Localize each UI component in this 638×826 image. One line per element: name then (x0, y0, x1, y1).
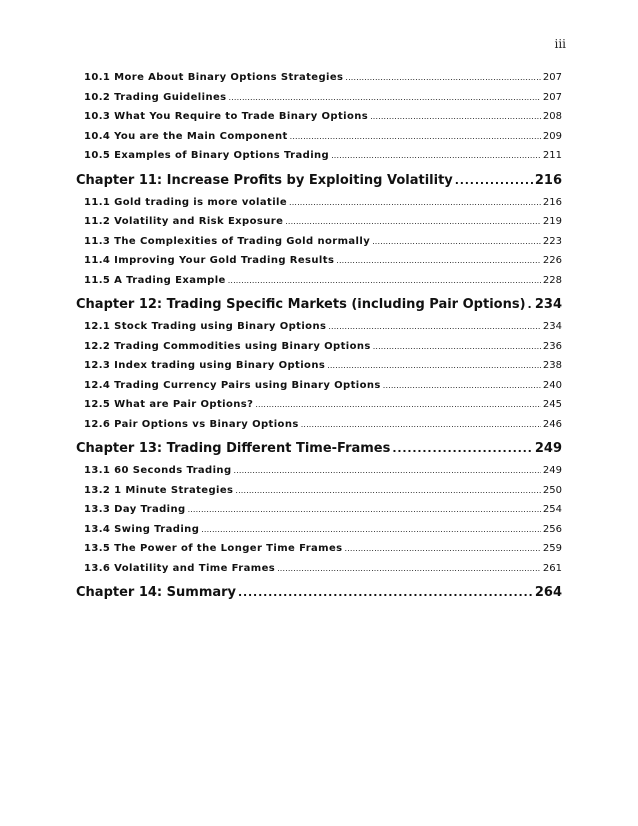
dot-leader (228, 276, 541, 285)
toc-entry[interactable] (76, 236, 562, 256)
toc-entry[interactable] (76, 563, 562, 583)
toc-entry-page: 245 (542, 399, 562, 410)
toc-entry-title: 13.3 Day Trading (84, 504, 186, 515)
toc-chapter-title: Chapter 11: Increase Profits by Exploiting Volatility (76, 172, 453, 188)
toc-chapter-page: 216 (534, 172, 562, 188)
toc-entry-page: 238 (542, 360, 562, 371)
dot-leader (229, 93, 541, 102)
toc-entry-title: 11.1 Gold trading is more volatile (84, 196, 288, 208)
toc-entry[interactable] (76, 504, 562, 524)
dot-leader (455, 174, 533, 187)
toc-entry-page: 228 (542, 274, 562, 286)
dot-leader (285, 217, 541, 226)
toc-entry-title: 10.4 You are the Main Component (84, 130, 288, 142)
dot-leader (328, 322, 541, 331)
dot-leader (255, 400, 541, 409)
toc-chapter-entry[interactable] (76, 585, 562, 609)
page-number: iii (554, 37, 566, 51)
toc-entry[interactable] (76, 150, 562, 170)
dot-leader (372, 237, 541, 246)
toc-entry-title: 11.4 Improving Your Gold Trading Results (84, 255, 335, 266)
toc-chapter-entry[interactable] (76, 173, 562, 197)
dot-leader (528, 298, 533, 311)
toc-entry[interactable] (76, 485, 562, 505)
toc-entry-title: 12.1 Stock Trading using Binary Options (84, 321, 327, 332)
dot-leader (289, 198, 541, 207)
dot-leader (290, 132, 541, 141)
toc-chapter-entry[interactable] (76, 297, 562, 321)
toc-chapter-title: Chapter 14: Summary (76, 585, 237, 600)
toc-entry-page: 259 (542, 543, 562, 554)
toc-entry[interactable] (76, 321, 562, 341)
toc-entry-title: 12.4 Trading Currency Pairs using Binary Options (84, 379, 381, 391)
toc-entry-title: 10.2 Trading Guidelines (84, 91, 227, 103)
toc-entry-title: 12.6 Pair Options vs Binary Options (84, 418, 299, 430)
toc-chapter-title: Chapter 13: Trading Different Time-Frames (76, 441, 391, 456)
dot-leader (188, 505, 541, 514)
dot-leader (392, 442, 532, 455)
toc-entry-title: 13.6 Volatility and Time Frames (84, 562, 276, 574)
toc-entry-page: 208 (542, 111, 562, 122)
toc-entry-title: 13.5 The Power of the Longer Time Frames (84, 543, 343, 554)
toc-entry-title: 13.2 1 Minute Strategies (84, 484, 234, 496)
toc-entry[interactable] (76, 360, 562, 380)
dot-leader (383, 381, 541, 390)
toc-entry-page: 249 (542, 465, 562, 476)
dot-leader (345, 73, 541, 82)
toc-entry-page: 216 (542, 196, 562, 208)
toc-entry-page: 211 (542, 150, 562, 161)
toc-entry-page: 209 (542, 130, 562, 142)
toc-entry[interactable] (76, 255, 562, 275)
toc-entry-title: 10.1 More About Binary Options Strategies (84, 72, 344, 83)
toc-entry-title: 11.3 The Complexities of Trading Gold normally (84, 235, 371, 247)
dot-leader (370, 112, 541, 121)
toc-entry-page: 261 (542, 562, 562, 574)
dot-leader (373, 342, 541, 351)
toc-entry[interactable] (76, 465, 562, 485)
toc-entry-page: 240 (542, 379, 562, 391)
toc-chapter-page: 249 (534, 441, 562, 456)
toc-entry-title: 13.1 60 Seconds Trading (84, 465, 232, 476)
toc-entry-page: 207 (542, 72, 562, 83)
toc-entry[interactable] (76, 275, 562, 295)
toc-chapter-page: 234 (534, 297, 562, 312)
toc-entry-page: 219 (542, 216, 562, 227)
toc-entry[interactable] (76, 419, 562, 439)
toc-entry-title: 13.4 Swing Trading (84, 523, 200, 535)
toc-entry-page: 236 (542, 340, 562, 352)
dot-leader (336, 256, 541, 265)
dot-leader (331, 151, 541, 160)
dot-leader (327, 361, 541, 370)
toc-entry[interactable] (76, 72, 562, 92)
toc-entry[interactable] (76, 399, 562, 419)
toc-entry-page: 246 (542, 418, 562, 430)
toc-entry[interactable] (76, 341, 562, 361)
toc-entry[interactable] (76, 543, 562, 563)
toc-entry[interactable] (76, 197, 562, 217)
toc-entry-page: 254 (542, 504, 562, 515)
toc-entry-page: 226 (542, 255, 562, 266)
dot-leader (235, 486, 541, 495)
toc-chapter-title: Chapter 12: Trading Specific Markets (including Pair Options) (76, 297, 526, 312)
toc-entry-title: 12.3 Index trading using Binary Options (84, 360, 326, 371)
toc-entry[interactable] (76, 111, 562, 131)
toc-entry-title: 12.5 What are Pair Options? (84, 399, 254, 410)
toc-entry-title: 11.2 Volatility and Risk Exposure (84, 216, 284, 227)
dot-leader (201, 525, 541, 534)
dot-leader (238, 586, 533, 599)
toc-entry-page: 207 (542, 91, 562, 103)
toc-entry-title: 10.3 What You Require to Trade Binary Options (84, 111, 369, 122)
toc-entry-title: 11.5 A Trading Example (84, 274, 226, 286)
dot-leader (345, 544, 541, 553)
dot-leader (301, 420, 541, 429)
table-of-contents (76, 72, 562, 609)
toc-entry-page: 234 (542, 321, 562, 332)
toc-chapter-page: 264 (534, 585, 562, 600)
toc-entry[interactable] (76, 216, 562, 236)
dot-leader (277, 564, 541, 573)
toc-entry-title: 12.2 Trading Commodities using Binary Options (84, 340, 371, 352)
toc-chapter-entry[interactable] (76, 441, 562, 465)
dot-leader (234, 466, 541, 475)
toc-entry-page: 223 (542, 235, 562, 247)
toc-entry[interactable] (76, 131, 562, 151)
toc-entry-page: 256 (542, 523, 562, 535)
toc-entry-page: 250 (542, 484, 562, 496)
toc-entry[interactable] (76, 380, 562, 400)
toc-entry[interactable] (76, 524, 562, 544)
toc-entry[interactable] (76, 92, 562, 112)
toc-entry-title: 10.5 Examples of Binary Options Trading (84, 150, 330, 161)
